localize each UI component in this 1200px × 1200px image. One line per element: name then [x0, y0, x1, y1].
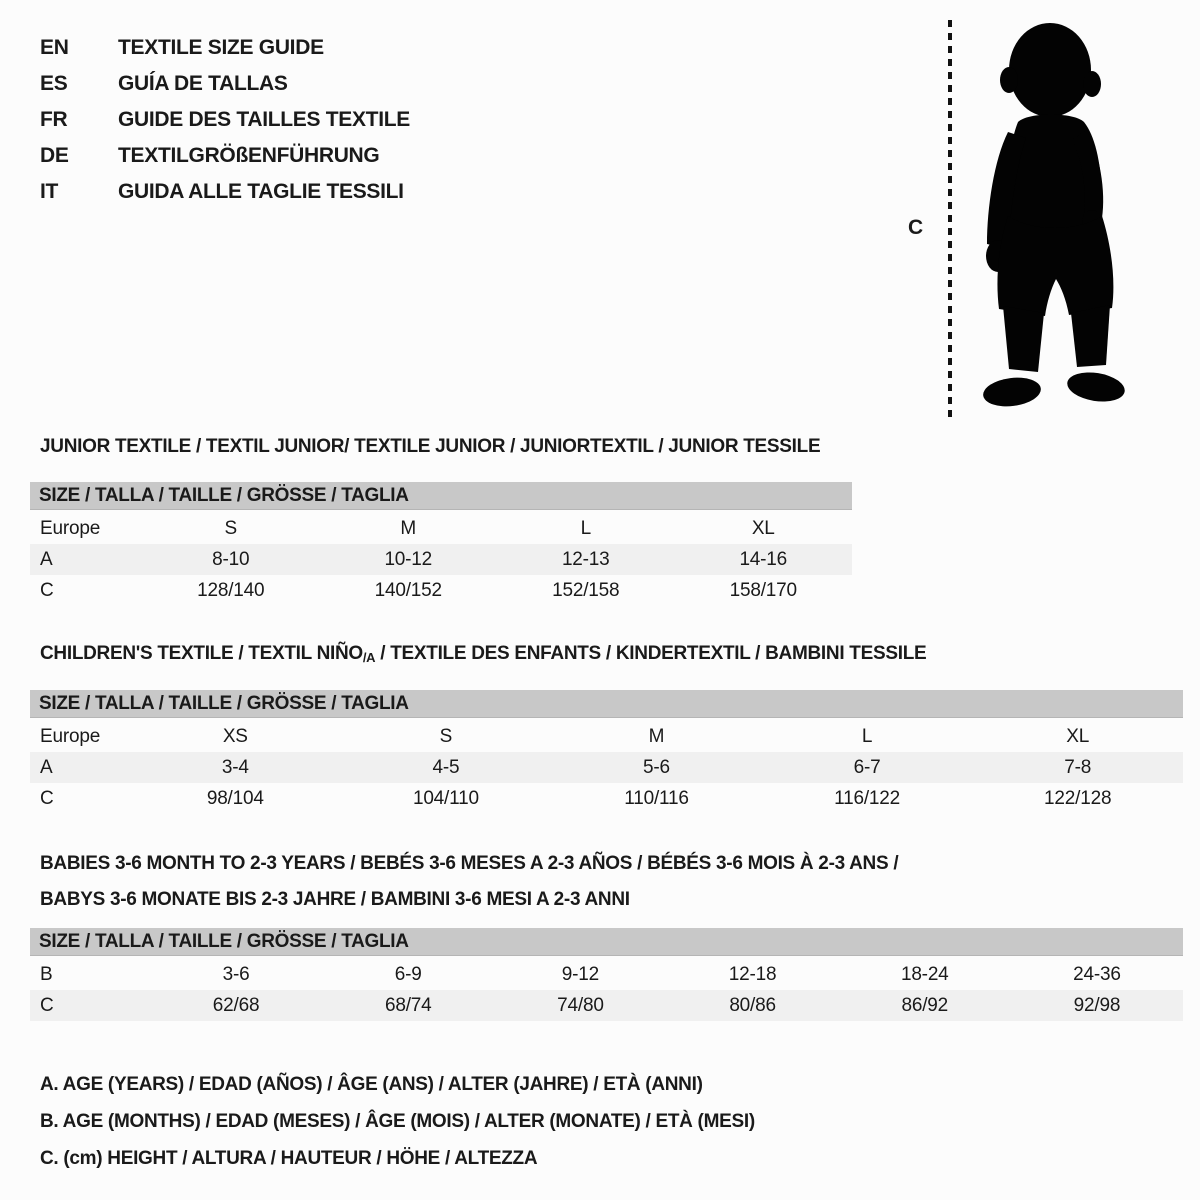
size-cell: XS	[222, 725, 248, 747]
junior-size-header: SIZE / TALLA / TAILLE / GRÖSSE / TAGLIA	[30, 482, 852, 510]
table-row-europe	[30, 513, 852, 544]
table-row-age-years	[30, 752, 1183, 783]
height-cell: 116/122	[834, 787, 901, 809]
height-measure-label: C	[908, 216, 924, 239]
language-list	[40, 30, 410, 210]
age-cell: 8-10	[212, 548, 250, 570]
size-cell: M	[400, 517, 417, 539]
legend-line-age-years: A. AGE (YEARS) / EDAD (AÑOS) / ÂGE (ANS) / ALTER (JAHRE) / ETÀ (ANNI)	[40, 1074, 703, 1095]
age-cell: 14-16	[739, 548, 788, 570]
age-cell: 4-5	[432, 756, 460, 778]
language-row-it	[40, 174, 410, 210]
row-label: Europe	[40, 517, 101, 539]
babies-title-line1: BABIES 3-6 MONTH TO 2-3 YEARS / BEBÉS 3-6 MESES A 2-3 AÑOS / BÉBÉS 3-6 MOIS À 2-3 ANS /	[40, 853, 899, 874]
height-cell: 122/128	[1044, 787, 1112, 809]
height-cell: 140/152	[374, 579, 442, 601]
size-cell: S	[224, 517, 237, 539]
height-cell: 68/74	[384, 994, 432, 1016]
row-label: B	[40, 963, 53, 985]
children-size-table	[30, 690, 1183, 814]
height-cell: 158/170	[729, 579, 797, 601]
babies-section-title	[40, 846, 898, 918]
language-row-en	[40, 30, 410, 66]
toddler-silhouette-icon	[962, 16, 1146, 420]
age-cell: 12-18	[728, 963, 777, 985]
size-cell: M	[648, 725, 665, 747]
babies-size-table	[30, 928, 1183, 1021]
language-code: ES	[40, 72, 68, 95]
age-cell: 10-12	[384, 548, 433, 570]
language-row-de	[40, 138, 410, 174]
language-row-es	[40, 66, 410, 102]
legend-line-age-months: B. AGE (MONTHS) / EDAD (MESES) / ÂGE (MOIS) / ALTER (MONATE) / ETÀ (MESI)	[40, 1111, 755, 1132]
language-code: DE	[40, 144, 69, 167]
age-cell: 7-8	[1064, 756, 1092, 778]
age-cell: 12-13	[561, 548, 610, 570]
height-cell: 62/68	[212, 994, 260, 1016]
table-row-height-cm	[30, 783, 1183, 814]
size-cell: L	[861, 725, 873, 747]
table-row-age-months	[30, 959, 1183, 990]
language-title: TEXTILGRÖßENFÜHRUNG	[118, 144, 380, 167]
children-title-post: / TEXTILE DES ENFANTS / KINDERTEXTIL / BAMBINI TESSILE	[375, 643, 927, 664]
size-cell: S	[439, 725, 453, 747]
language-title: GUIDA ALLE TAGLIE TESSILI	[118, 180, 404, 203]
table-row-europe	[30, 721, 1183, 752]
height-cell: 128/140	[197, 579, 265, 601]
age-cell: 24-36	[1073, 963, 1121, 985]
language-title: GUIDE DES TAILLES TEXTILE	[118, 108, 410, 131]
junior-section-title: JUNIOR TEXTILE / TEXTIL JUNIOR/ TEXTILE JUNIOR / JUNIORTEXTIL / JUNIOR TESSILE	[40, 436, 821, 457]
language-code: EN	[40, 36, 69, 59]
age-cell: 6-7	[853, 756, 881, 778]
children-size-header: SIZE / TALLA / TAILLE / GRÖSSE / TAGLIA	[30, 690, 1183, 718]
age-cell: 6-9	[394, 963, 422, 985]
language-row-fr	[40, 102, 410, 138]
table-row-height-cm	[30, 575, 852, 606]
height-cell: 110/116	[624, 787, 689, 809]
babies-size-header: SIZE / TALLA / TAILLE / GRÖSSE / TAGLIA	[30, 928, 1183, 956]
height-cell: 152/158	[552, 579, 620, 601]
table-row-height-cm	[30, 990, 1183, 1021]
height-cell: 98/104	[206, 787, 264, 809]
height-cell: 80/86	[729, 994, 776, 1016]
children-section-title	[40, 643, 926, 665]
size-cell: L	[580, 517, 591, 539]
row-label: C	[40, 579, 54, 601]
height-measure-dashed-line	[948, 20, 952, 418]
row-label: A	[40, 548, 53, 570]
language-title: TEXTILE SIZE GUIDE	[118, 36, 324, 59]
age-cell: 5-6	[643, 756, 670, 778]
height-cell: 92/98	[1073, 994, 1121, 1016]
age-cell: 18-24	[900, 963, 949, 985]
children-title-pre: CHILDREN'S TEXTILE / TEXTIL NIÑO	[40, 643, 363, 664]
language-title: GUÍA DE TALLAS	[118, 72, 288, 95]
size-cell: XL	[751, 517, 775, 539]
row-label: A	[40, 756, 53, 778]
table-row-age-years	[30, 544, 852, 575]
row-label: C	[40, 787, 54, 809]
babies-title-line2: BABYS 3-6 MONATE BIS 2-3 JAHRE / BAMBINI 3-6 MESI A 2-3 ANNI	[40, 889, 630, 910]
age-cell: 3-6	[222, 963, 250, 985]
age-cell: 3-4	[221, 756, 249, 778]
height-cell: 104/110	[412, 787, 479, 809]
height-cell: 74/80	[557, 994, 604, 1016]
size-cell: XL	[1066, 725, 1090, 747]
age-cell: 9-12	[561, 963, 600, 985]
language-code: IT	[40, 180, 59, 203]
legend-line-height: C. (cm) HEIGHT / ALTURA / HAUTEUR / HÖHE / ALTEZZA	[40, 1148, 538, 1169]
junior-size-table	[30, 482, 852, 606]
legend	[40, 1066, 755, 1177]
children-title-subscript: /A	[362, 650, 376, 665]
height-cell: 86/92	[901, 994, 949, 1016]
row-label: C	[40, 994, 54, 1016]
row-label: Europe	[40, 725, 101, 747]
language-code: FR	[40, 108, 68, 131]
